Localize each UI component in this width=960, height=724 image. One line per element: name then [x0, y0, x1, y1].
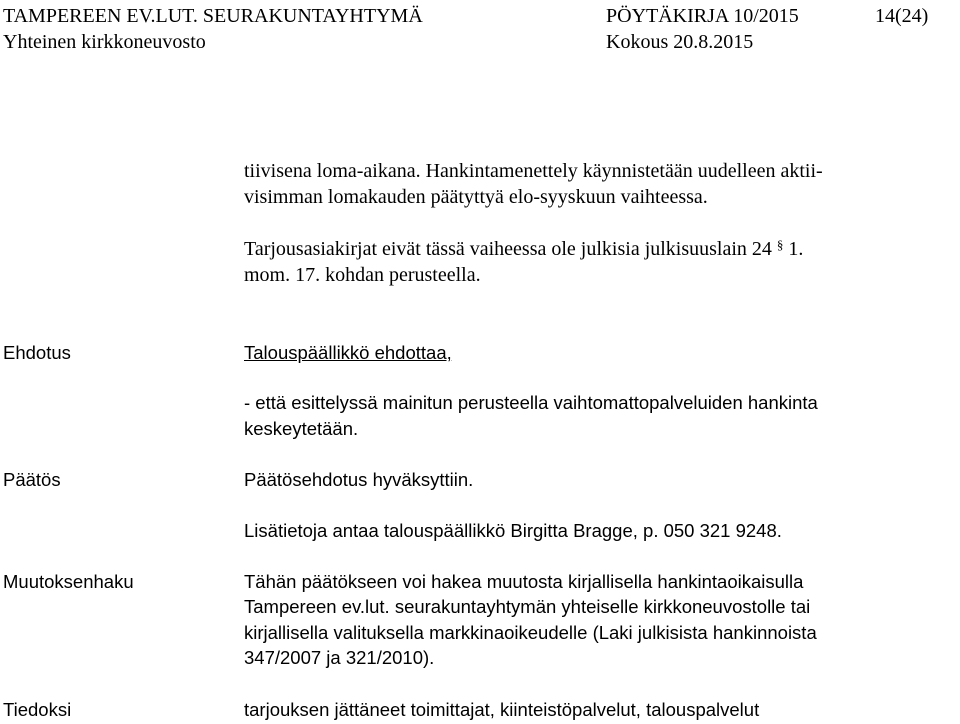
intro-line-4: mom. 17. kohdan perusteella.	[244, 264, 481, 286]
notice-text: tarjouksen jättäneet toimittajat, kiinteistöpalvelut, talouspalvelut	[244, 699, 760, 720]
proposal-heading: Talouspäällikkö ehdottaa,	[244, 342, 452, 363]
intro-line-2: visimman lomakauden päätyttyä elo-syyskuun vaihteessa.	[244, 186, 708, 208]
section-sign: §	[776, 237, 784, 252]
decision-label: Päätös	[3, 469, 61, 490]
header-meeting-date: Kokous 20.8.2015	[606, 31, 754, 53]
intro-line-3-text: Tarjousasiakirjat eivät tässä vaiheessa ole julkisia julkisuuslain 24	[244, 238, 777, 260]
decision-text: Päätösehdotus hyväksyttiin.	[244, 469, 474, 490]
header-body-name: Yhteinen kirkkoneuvosto	[3, 31, 206, 53]
appeal-line-1: Tähän päätökseen voi hakea muutosta kirjallisella hankintaoikaisulla	[244, 571, 804, 592]
header-organization: TAMPEREEN EV.LUT. SEURAKUNTAYHTYMÄ	[3, 5, 423, 27]
appeal-line-4: 347/2007 ja 321/2010).	[244, 647, 435, 668]
appeal-label: Muutoksenhaku	[3, 571, 134, 592]
decision-info: Lisätietoja antaa talouspäällikkö Birgitta Bragge, p. 050 321 9248.	[244, 520, 782, 541]
appeal-line-2: Tampereen ev.lut. seurakuntayhtymän yhteiselle kirkkoneuvostolle tai	[244, 596, 811, 617]
header-page-number: 14(24)	[875, 5, 929, 27]
appeal-line-3: kirjallisella valituksella markkinaoikeudelle (Laki julkisista hankinnoista	[244, 622, 817, 643]
header-document-type: PÖYTÄKIRJA 10/2015	[606, 5, 799, 27]
proposal-text-1: - että esittelyssä mainitun perusteella vaihtomattopalveluiden hankinta	[244, 392, 818, 413]
notice-label: Tiedoksi	[3, 699, 72, 720]
intro-line-3	[244, 235, 803, 264]
intro-line-3-end: 1.	[783, 238, 804, 260]
proposal-label: Ehdotus	[3, 342, 71, 363]
intro-line-1: tiivisena loma-aikana. Hankintamenettely käynnistetään uudelleen aktii-	[244, 160, 823, 182]
proposal-text-2: keskeytetään.	[244, 418, 359, 439]
